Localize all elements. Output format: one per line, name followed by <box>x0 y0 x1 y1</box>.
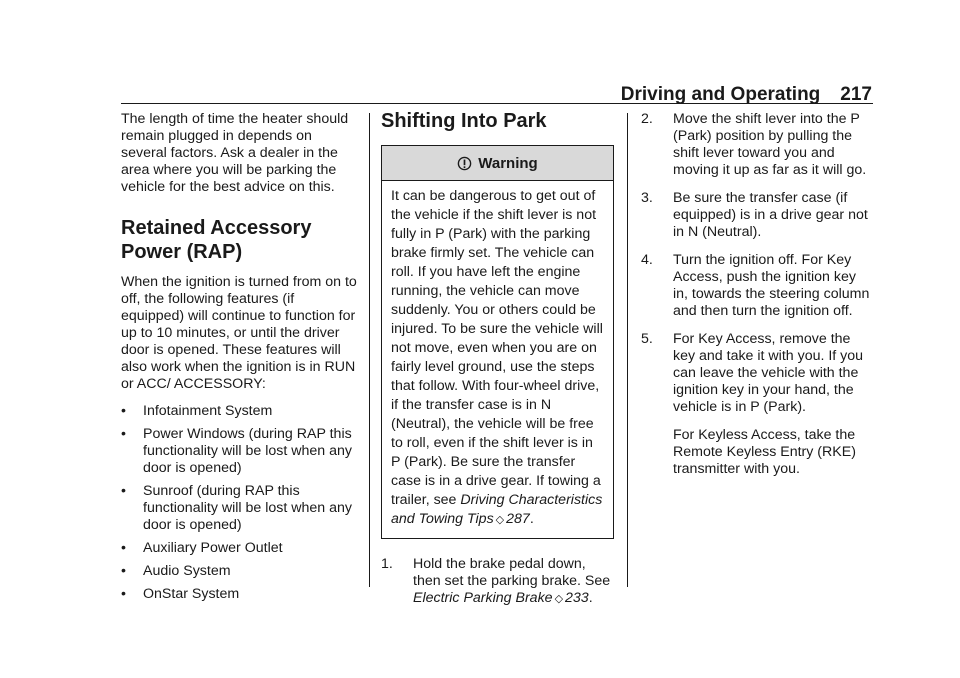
step-number: 4. <box>641 252 653 268</box>
column-divider-right <box>627 113 628 587</box>
header-rule <box>121 103 873 104</box>
column-3 <box>641 111 873 489</box>
shifting-heading: Shifting Into Park <box>381 110 547 132</box>
list-item: • Infotainment System <box>121 403 273 419</box>
list-item: • Auxiliary Power Outlet <box>121 540 283 556</box>
section-title: Driving and Operating <box>620 84 821 105</box>
step-number: 5. <box>641 331 653 347</box>
rap-heading-line1: Retained Accessory <box>121 217 312 239</box>
bullet-icon: • <box>121 540 126 556</box>
heater-intro-paragraph: The length of time the heater should remain plugged in depends on several factors. Ask a dealer in the area where you will be parking the vehicle for the best advice on this. <box>121 111 349 195</box>
warning-title-bar <box>382 146 613 181</box>
towing-tips-page-link[interactable]: 287 <box>506 511 530 527</box>
column-2 <box>381 109 614 619</box>
list-item: 1. Hold the brake pedal down, then set the parking brake. See Electric Parking Brake ◇ 233. <box>381 556 611 606</box>
column-divider-left <box>369 113 370 587</box>
list-item: • Power Windows (during RAP this functionality will be lost when any door is opened) <box>121 426 352 476</box>
warning-icon <box>457 156 472 171</box>
park-steps-list-continued <box>641 111 873 478</box>
towing-tips-link[interactable]: Driving Characteristics and Towing Tips <box>391 492 603 527</box>
list-item: • OnStar System <box>121 586 240 602</box>
parking-brake-link[interactable]: Electric Parking Brake <box>413 590 553 606</box>
warning-title: Warning <box>478 154 538 172</box>
step-number: 1. <box>381 556 393 572</box>
rap-heading <box>121 216 357 264</box>
page-reference-icon: ◇ <box>554 593 564 605</box>
page-reference-icon: ◇ <box>495 514 505 526</box>
park-steps-list-start <box>381 556 614 608</box>
page-number: 217 <box>840 84 872 105</box>
list-item: 2. Move the shift lever into the P (Park) position by pulling the shift lever toward you and moving it up as far as it will go. <box>641 111 867 178</box>
keyless-access-note: For Keyless Access, take the Remote Keyless Entry (RKE) transmitter with you. <box>673 427 856 477</box>
list-item: 3. Be sure the transfer case (if equipped) is in a drive gear not in N (Neutral). <box>641 190 868 240</box>
step-number: 2. <box>641 111 653 127</box>
rap-heading-line2: Power (RAP) <box>121 241 243 263</box>
column-1 <box>121 111 357 609</box>
bullet-icon: • <box>121 426 126 442</box>
list-item: • Sunroof (during RAP this functionality will be lost when any door is opened) <box>121 483 352 533</box>
list-item: 5. For Key Access, remove the key and take it with you. If you can leave the vehicle with the ignition key in your hand, the vehicle is in P (Park). For Keyless Access, take the Remote Keyless Entry (RKE) transmitter with you. <box>641 331 873 478</box>
list-item: • Audio System <box>121 563 231 579</box>
warning-body: It can be dangerous to get out of the vehicle if the shift lever is not fully in P (Park) with the parking brake firmly set. The vehicle can roll. If you have left the engine running, the vehicle can move suddenly. You or others could be injured. To be sure the vehicle will not move, even when you are on fairly level ground, use the steps that follow. With four-wheel drive, if the transfer case is in N (Neutral), the vehicle will be free to roll, even if the shift lever is in P (Park). Be sure the transfer case is in a drive gear. If towing a trailer, see Driving Characteristics and Towing Tips ◇ 287. <box>391 188 603 527</box>
bullet-icon: • <box>121 483 126 499</box>
step-number: 3. <box>641 190 653 206</box>
bullet-icon: • <box>121 586 126 602</box>
warning-box <box>381 145 614 539</box>
bullet-icon: • <box>121 403 126 419</box>
bullet-icon: • <box>121 563 126 579</box>
parking-brake-page-link[interactable]: 233 <box>565 590 589 606</box>
rap-feature-list <box>121 403 357 603</box>
rap-body-paragraph: When the ignition is turned from on to off, the following features (if equipped) will continue to function for up to 10 minutes, or until the driver door is opened. These features will also work when the ignition is in RUN or ACC/ ACCESSORY: <box>121 274 357 392</box>
list-item: 4. Turn the ignition off. For Key Access, push the ignition key in, towards the steering column and then turn the ignition off. <box>641 252 870 319</box>
